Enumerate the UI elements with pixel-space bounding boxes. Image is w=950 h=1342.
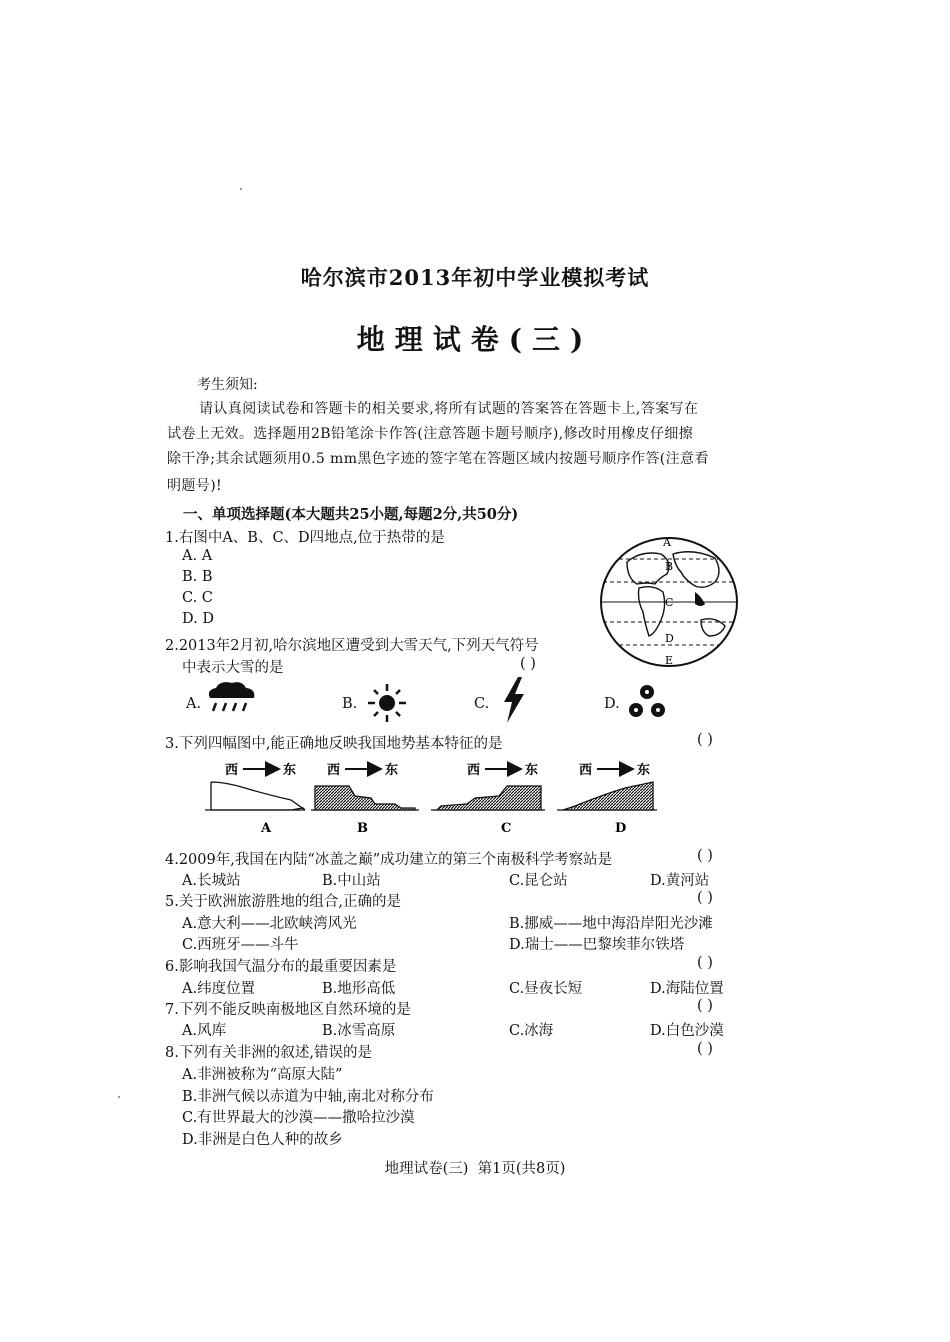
sun-icon: [366, 682, 408, 724]
q8-option-d: D.非洲是白色人种的故乡: [182, 1132, 343, 1148]
q2-option-d-letter: D.: [604, 696, 620, 712]
globe-label-e: E: [665, 654, 674, 667]
q7-option-d: D.白色沙漠: [650, 1023, 724, 1039]
profile-b-east: 东: [385, 763, 399, 778]
profile-b-west: 西: [327, 763, 341, 778]
profile-label-d: D: [615, 821, 627, 836]
q7-answer-bracket: ( ): [697, 998, 713, 1014]
q4-option-d: D.黄河站: [650, 873, 710, 889]
q8-answer-bracket: ( ): [697, 1041, 713, 1057]
profile-label-a: A: [261, 821, 272, 836]
notice-line-3: 除干净;其余试题须用0.5 mm黑色字迹的签字笔在答题区域内按题号顺序作答(注意看: [167, 451, 709, 467]
q4-stem: 4.2009年,我国在内陆“冰盖之巅”成功建立的第三个南极科学考察站是: [165, 852, 613, 868]
scan-speck: [118, 1096, 120, 1098]
q2-option-a-letter: A.: [186, 696, 202, 712]
q7-stem: 7.下列不能反映南极地区自然环境的是: [165, 1002, 411, 1018]
q6-stem: 6.影响我国气温分布的最重要因素是: [165, 959, 397, 975]
q5-stem: 5.关于欧洲旅游胜地的组合,正确的是: [165, 894, 401, 910]
q6-option-b: B.地形高低: [322, 981, 396, 997]
profile-label-c: C: [501, 821, 512, 836]
q6-option-c: C.昼夜长短: [509, 981, 583, 997]
q5-option-c: C.西班牙——斗牛: [182, 937, 299, 953]
page-footer: 地理试卷(三) 第1页(共8页): [384, 1161, 566, 1177]
profile-c-west: 西: [467, 763, 481, 778]
q5-option-d: D.瑞士——巴黎埃菲尔铁塔: [509, 937, 685, 953]
profile-d-east: 东: [637, 763, 651, 778]
globe-label-b: B: [665, 560, 674, 573]
globe-label-c: C: [665, 596, 674, 609]
terrain-profiles: [205, 758, 665, 838]
q7-option-c: C.冰海: [509, 1023, 554, 1039]
lightning-icon: [498, 676, 528, 724]
q1-option-d: D. D: [182, 611, 214, 627]
profile-a-west: 西: [225, 763, 239, 778]
q2-answer-bracket: ( ): [520, 656, 536, 672]
q2-stem-line-2: 中表示大雪的是: [182, 660, 284, 676]
q1-stem: 1.右图中A、B、C、D四地点,位于热带的是: [165, 530, 445, 546]
q3-answer-bracket: ( ): [697, 732, 713, 748]
globe-figure: [597, 532, 747, 672]
snowflake-icon: [626, 684, 668, 720]
rain-cloud-icon: [204, 680, 260, 714]
q6-answer-bracket: ( ): [697, 955, 713, 971]
q2-option-b-letter: B.: [342, 696, 358, 712]
q5-answer-bracket: ( ): [697, 890, 713, 906]
notice-line-4: 明题号)!: [167, 478, 223, 494]
q7-option-b: B.冰雪高原: [322, 1023, 396, 1039]
profile-d-west: 西: [579, 763, 593, 778]
q1-option-a: A. A: [182, 548, 213, 564]
section-heading: 一、单项选择题(本大题共25小题,每题2分,共50分): [183, 506, 519, 523]
q8-option-a: A.非洲被称为“高原大陆”: [182, 1067, 343, 1083]
notice-line-2: 试卷上无效。选择题用2B铅笔涂卡作答(注意答题卡题号顺序),修改时用橡皮仔细擦: [167, 426, 694, 442]
paper-title: 地理试卷(三): [356, 323, 594, 356]
q4-answer-bracket: ( ): [697, 848, 713, 864]
q2-option-c-letter: C.: [474, 696, 490, 712]
q7-option-a: A.风库: [182, 1023, 227, 1039]
notice-line-1: 请认真阅读试卷和答题卡的相关要求,将所有试题的答案答在答题卡上,答案写在: [199, 401, 699, 417]
q5-option-b: B.挪威——地中海沿岸阳光沙滩: [509, 916, 713, 932]
globe-label-d: D: [665, 632, 674, 645]
q5-option-a: A.意大利——北欧峡湾风光: [182, 916, 357, 932]
q4-option-b: B.中山站: [322, 873, 381, 889]
notice-heading: 考生须知:: [197, 377, 258, 393]
q8-option-b: B.非洲气候以赤道为中轴,南北对称分布: [182, 1089, 434, 1105]
q2-stem-line-1: 2.2013年2月初,哈尔滨地区遭受到大雪天气,下列天气符号: [165, 638, 539, 654]
q8-stem: 8.下列有关非洲的叙述,错误的是: [165, 1045, 372, 1061]
globe-label-a: A: [663, 536, 671, 549]
q6-option-a: A.纬度位置: [182, 981, 256, 997]
q6-option-d: D.海陆位置: [650, 981, 724, 997]
q3-stem: 3.下列四幅图中,能正确地反映我国地势基本特征的是: [165, 736, 503, 752]
profile-a-east: 东: [283, 763, 297, 778]
profile-label-b: B: [357, 821, 368, 836]
q8-option-c: C.有世界最大的沙漠——撒哈拉沙漠: [182, 1110, 415, 1126]
q1-option-b: B. B: [182, 569, 213, 585]
profile-c-east: 东: [525, 763, 539, 778]
exam-title: 哈尔滨市2013年初中学业模拟考试: [300, 265, 650, 290]
q1-option-c: C. C: [182, 590, 213, 606]
q4-option-c: C.昆仑站: [509, 873, 568, 889]
scan-speck: [240, 188, 242, 190]
q4-option-a: A.长城站: [182, 873, 241, 889]
